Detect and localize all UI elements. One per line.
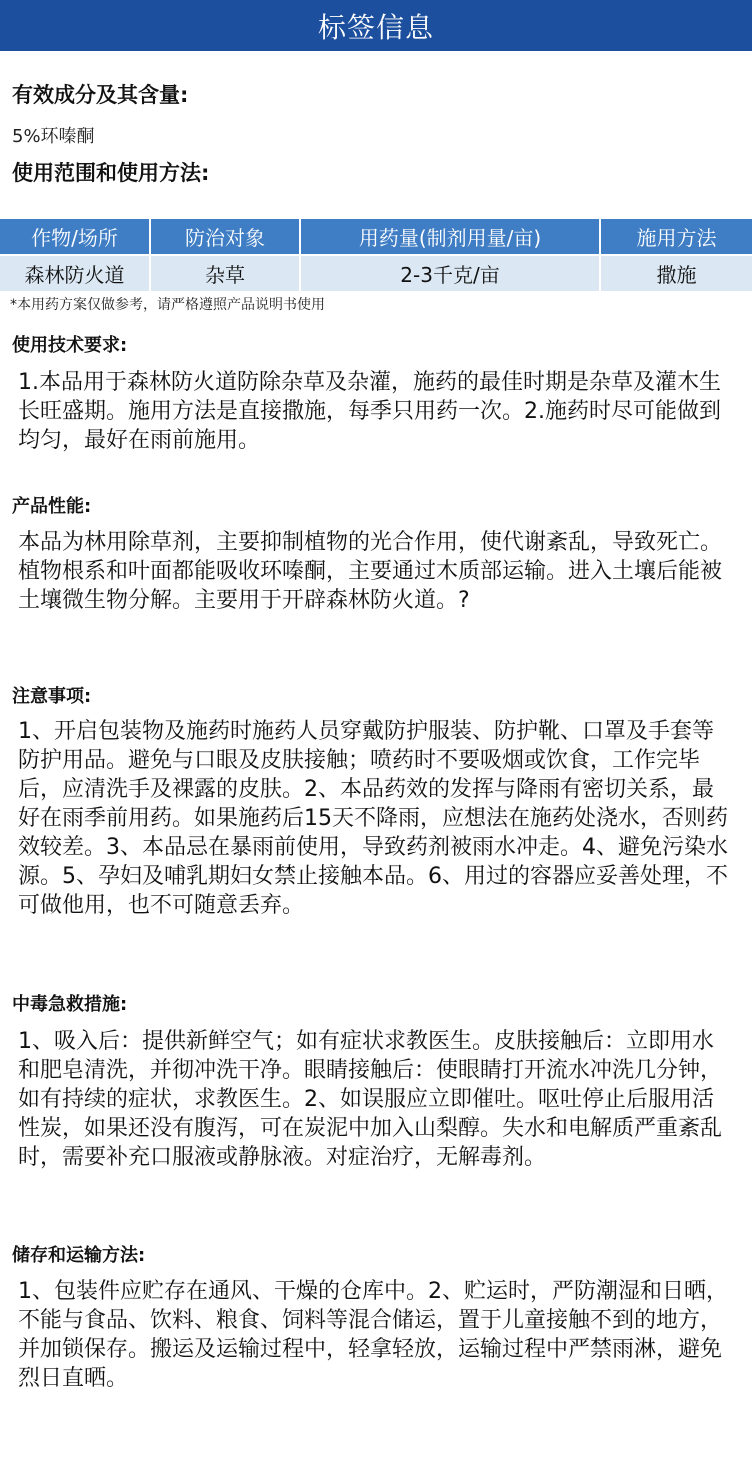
usage-heading: 使用范围和使用方法:	[12, 161, 210, 185]
storage-text: 1、包装件应贮存在通风、干燥的仓库中。2、贮运时，严防潮湿和日晒，不能与食品、饮料、粮食、饲料等混合储运，置于儿童接触不到的地方，并加锁保存。搬运及运输过程中，轻拿轻放，运输过程中严禁雨淋，避免烈日直晒。	[18, 1279, 728, 1391]
table-row	[0, 255, 752, 291]
precautions-heading: 注意事项:	[12, 686, 92, 707]
cell-dosage: 2-3千克/亩	[300, 255, 600, 291]
column-header-method: 施用方法	[600, 219, 752, 255]
cell-crop: 森林防火道	[0, 255, 150, 291]
precautions-text: 1、开启包装物及施药时施药人员穿戴防护服装、防护靴、口罩及手套等防护用品。避免与口眼及皮肤接触；喷药时不要吸烟或饮食，工作完毕后，应清洗手及裸露的皮肤。2、本品药效的发挥与降雨有密切关系，最好在雨季前用药。如果施药后15天不降雨，应想法在施药处浇水，否则药效较差。3、本品忌在暴雨前使用，导致药剂被雨水冲走。4、避免污染水源。5、孕妇及哺乳期妇女禁止接触本品。6、用过的容器应妥善处理，不可做他用，也不可随意丢弃。	[18, 719, 728, 918]
ingredient-heading: 有效成分及其含量:	[12, 83, 189, 107]
product-performance-text: 本品为林用除草剂，主要抑制植物的光合作用，使代谢紊乱，导致死亡。植物根系和叶面都能吸收环嗪酮，主要通过木质部运输。进入土壤后能被土壤微生物分解。主要用于开辟森林防火道。?	[18, 530, 723, 613]
tech-requirements-text: 1.本品用于森林防火道防除杂草及杂灌，施药的最佳时期是杂草及灌木生长旺盛期。施用方法是直接撒施，每季只用药一次。2.施药时尽可能做到均匀，最好在雨前施用。	[18, 370, 721, 453]
table-header-row	[0, 219, 752, 255]
usage-note: *本用药方案仅做参考，请严格遵照产品说明书使用	[10, 297, 325, 313]
usage-table	[0, 219, 752, 291]
column-header-target: 防治对象	[150, 219, 300, 255]
page-title: 标签信息	[317, 10, 434, 44]
first-aid-text: 1、吸入后：提供新鲜空气；如有症状求教医生。皮肤接触后：立即用水和肥皂清洗，并彻冲洗干净。眼睛接触后：使眼睛打开流水冲洗几分钟，如有持续的症状，求教医生。2、如误服应立即催吐。呕吐停止后服用活性炭，如果还没有腹泻，可在炭泥中加入山梨醇。失水和电解质严重紊乱时，需要补充口服液或静脉液。对症治疗，无解毒剂。	[18, 1029, 723, 1170]
storage-heading: 储存和运输方法:	[12, 1245, 146, 1266]
first-aid-heading: 中毒急救措施:	[12, 994, 128, 1015]
column-header-dosage: 用药量(制剂用量/亩)	[300, 219, 600, 255]
column-header-crop: 作物/场所	[0, 219, 150, 255]
tech-requirements-heading: 使用技术要求:	[12, 335, 128, 356]
cell-target: 杂草	[150, 255, 300, 291]
cell-method: 撒施	[600, 255, 752, 291]
product-performance-heading: 产品性能:	[12, 496, 92, 517]
page-header	[0, 0, 752, 51]
ingredient-value: 5%环嗪酮	[12, 126, 95, 147]
